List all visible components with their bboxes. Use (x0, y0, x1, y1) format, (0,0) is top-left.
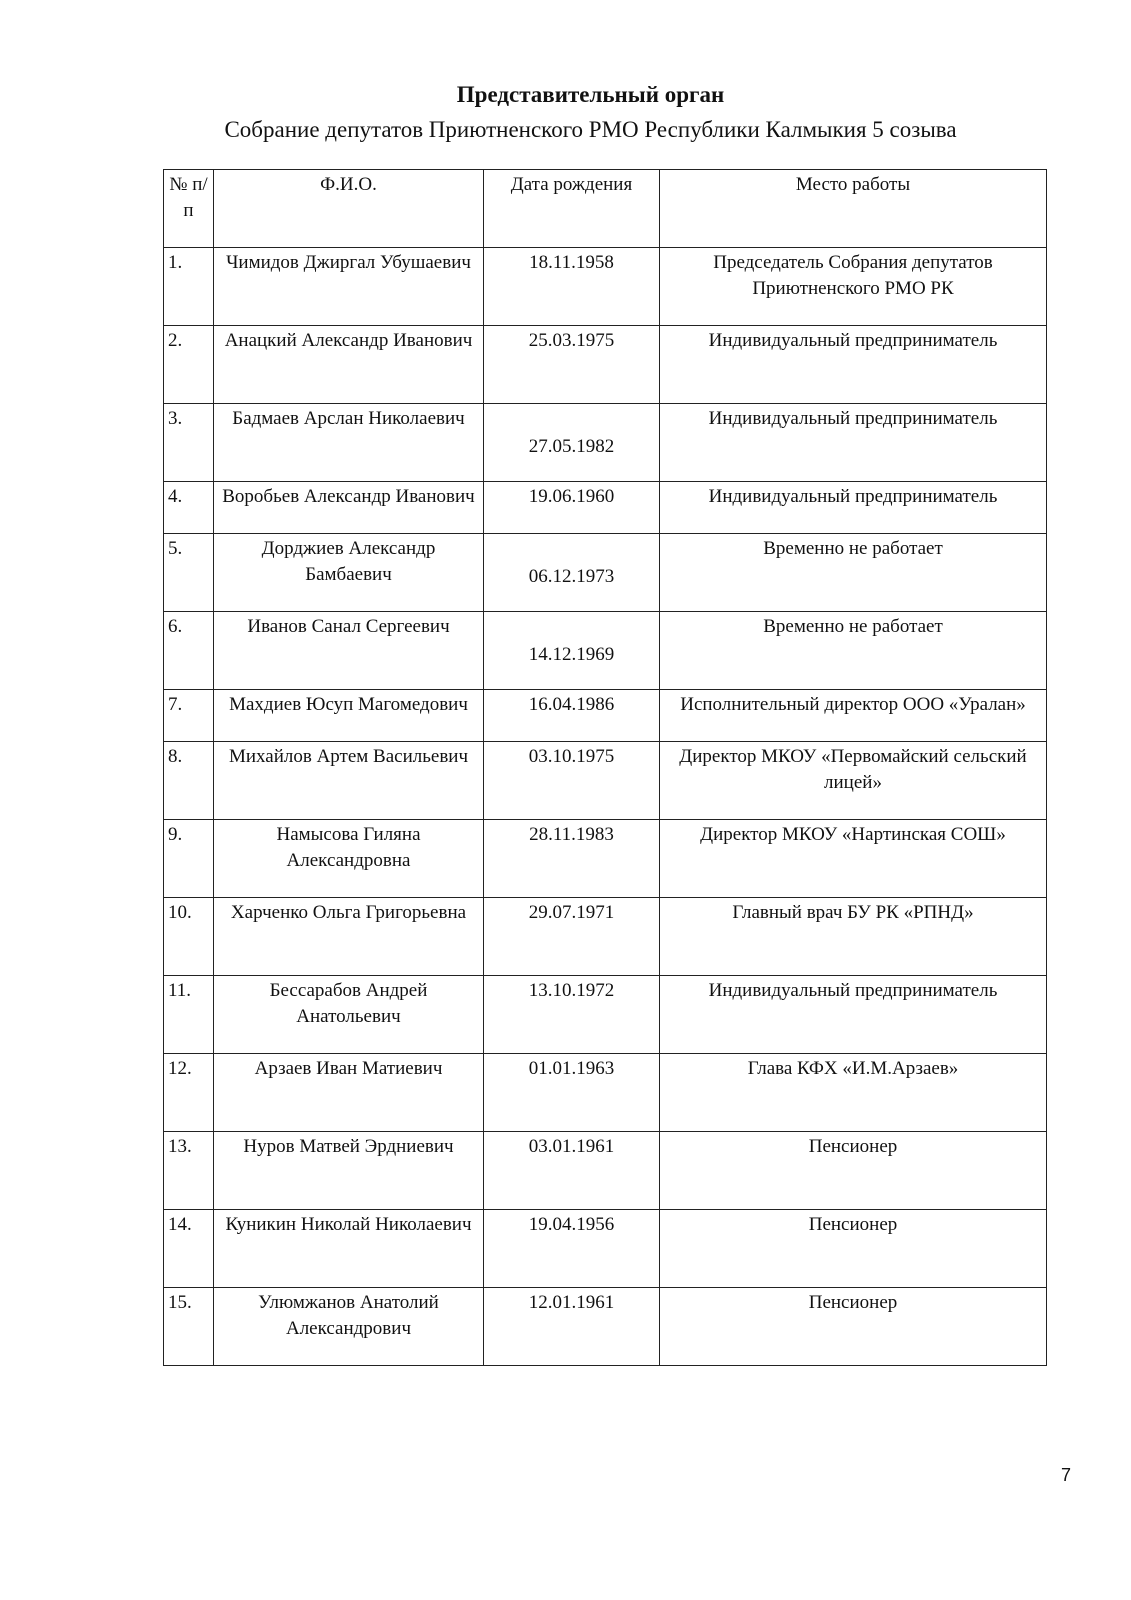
row-num: 15. (164, 1288, 214, 1366)
table-row (164, 404, 1047, 482)
row-workplace: Временно не работает (660, 534, 1047, 612)
row-birth-date-cell (484, 404, 660, 482)
row-birth-date: 14.12.1969 (528, 644, 615, 665)
table-row (164, 820, 1047, 898)
row-name: Улюмжанов Анатолий Александрович (214, 1288, 484, 1366)
row-num: 3. (164, 404, 214, 482)
table-row (164, 1288, 1047, 1366)
row-num: 11. (164, 976, 214, 1054)
row-name: Харченко Ольга Григорьевна (214, 898, 484, 976)
row-birth-date: 25.03.1975 (484, 326, 660, 404)
row-num: 2. (164, 326, 214, 404)
row-name: Арзаев Иван Матиевич (214, 1054, 484, 1132)
table-row (164, 690, 1047, 742)
table-row (164, 534, 1047, 612)
header-workplace: Место работы (660, 170, 1047, 248)
row-workplace: Главный врач БУ РК «РПНД» (660, 898, 1047, 976)
row-num: 10. (164, 898, 214, 976)
table-row (164, 1132, 1047, 1210)
row-birth-date: 01.01.1963 (484, 1054, 660, 1132)
row-birth-date: 29.07.1971 (484, 898, 660, 976)
deputies-table (163, 169, 1047, 1366)
table-row (164, 612, 1047, 690)
table-row (164, 976, 1047, 1054)
header-num: № п/п (164, 170, 214, 248)
row-workplace: Председатель Собрания депутатов Приютненского РМО РК (660, 248, 1047, 326)
table-row (164, 326, 1047, 404)
row-birth-date: 18.11.1958 (484, 248, 660, 326)
row-name: Бадмаев Арслан Николаевич (214, 404, 484, 482)
row-workplace: Индивидуальный предприниматель (660, 482, 1047, 534)
row-name: Чимидов Джиргал Убушаевич (214, 248, 484, 326)
row-workplace: Пенсионер (660, 1210, 1047, 1288)
header-name: Ф.И.О. (214, 170, 484, 248)
document-subtitle: Собрание депутатов Приютненского РМО Республики Калмыкия 5 созыва (224, 117, 957, 142)
row-name: Куникин Николай Николаевич (214, 1210, 484, 1288)
row-birth-date: 13.10.1972 (484, 976, 660, 1054)
row-name: Воробьев Александр Иванович (214, 482, 484, 534)
row-workplace: Индивидуальный предприниматель (660, 404, 1047, 482)
row-num: 9. (164, 820, 214, 898)
row-num: 5. (164, 534, 214, 612)
row-num: 14. (164, 1210, 214, 1288)
row-birth-date: 16.04.1986 (484, 690, 660, 742)
row-num: 13. (164, 1132, 214, 1210)
row-workplace: Пенсионер (660, 1288, 1047, 1366)
row-num: 1. (164, 248, 214, 326)
table-row (164, 898, 1047, 976)
row-workplace: Пенсионер (660, 1132, 1047, 1210)
document-title: Представительный орган (456, 82, 725, 107)
row-name: Нуров Матвей Эрдниевич (214, 1132, 484, 1210)
table-row (164, 1054, 1047, 1132)
table-row (164, 1210, 1047, 1288)
row-num: 8. (164, 742, 214, 820)
row-name: Иванов Санал Сергеевич (214, 612, 484, 690)
row-birth-date-cell (484, 534, 660, 612)
row-birth-date: 03.10.1975 (484, 742, 660, 820)
row-workplace: Директор МКОУ «Нартинская СОШ» (660, 820, 1047, 898)
row-workplace: Индивидуальный предприниматель (660, 326, 1047, 404)
row-name: Махдиев Юсуп Магомедович (214, 690, 484, 742)
row-birth-date-cell (484, 612, 660, 690)
header-birth-date: Дата рождения (484, 170, 660, 248)
row-birth-date: 27.05.1982 (528, 436, 615, 457)
table-row (164, 482, 1047, 534)
table-row (164, 248, 1047, 326)
row-workplace: Глава КФХ «И.М.Арзаев» (660, 1054, 1047, 1132)
row-workplace: Временно не работает (660, 612, 1047, 690)
row-workplace: Исполнительный директор ООО «Уралан» (660, 690, 1047, 742)
row-num: 7. (164, 690, 214, 742)
row-num: 4. (164, 482, 214, 534)
row-name: Анацкий Александр Иванович (214, 326, 484, 404)
row-birth-date: 19.06.1960 (484, 482, 660, 534)
row-num: 6. (164, 612, 214, 690)
row-birth-date: 28.11.1983 (484, 820, 660, 898)
row-workplace: Индивидуальный предприниматель (660, 976, 1047, 1054)
table-row (164, 742, 1047, 820)
row-name: Дорджиев Александр Бамбаевич (214, 534, 484, 612)
table-header-row (164, 170, 1047, 248)
row-name: Намысова Гиляна Александровна (214, 820, 484, 898)
row-name: Михайлов Артем Васильевич (214, 742, 484, 820)
row-birth-date: 06.12.1973 (528, 566, 615, 587)
row-num: 12. (164, 1054, 214, 1132)
row-birth-date: 03.01.1961 (484, 1132, 660, 1210)
row-workplace: Директор МКОУ «Первомайский сельский лицей» (660, 742, 1047, 820)
row-birth-date: 12.01.1961 (484, 1288, 660, 1366)
row-birth-date: 19.04.1956 (484, 1210, 660, 1288)
row-name: Бессарабов Андрей Анатольевич (214, 976, 484, 1054)
page-number: 7 (1060, 1465, 1071, 1485)
